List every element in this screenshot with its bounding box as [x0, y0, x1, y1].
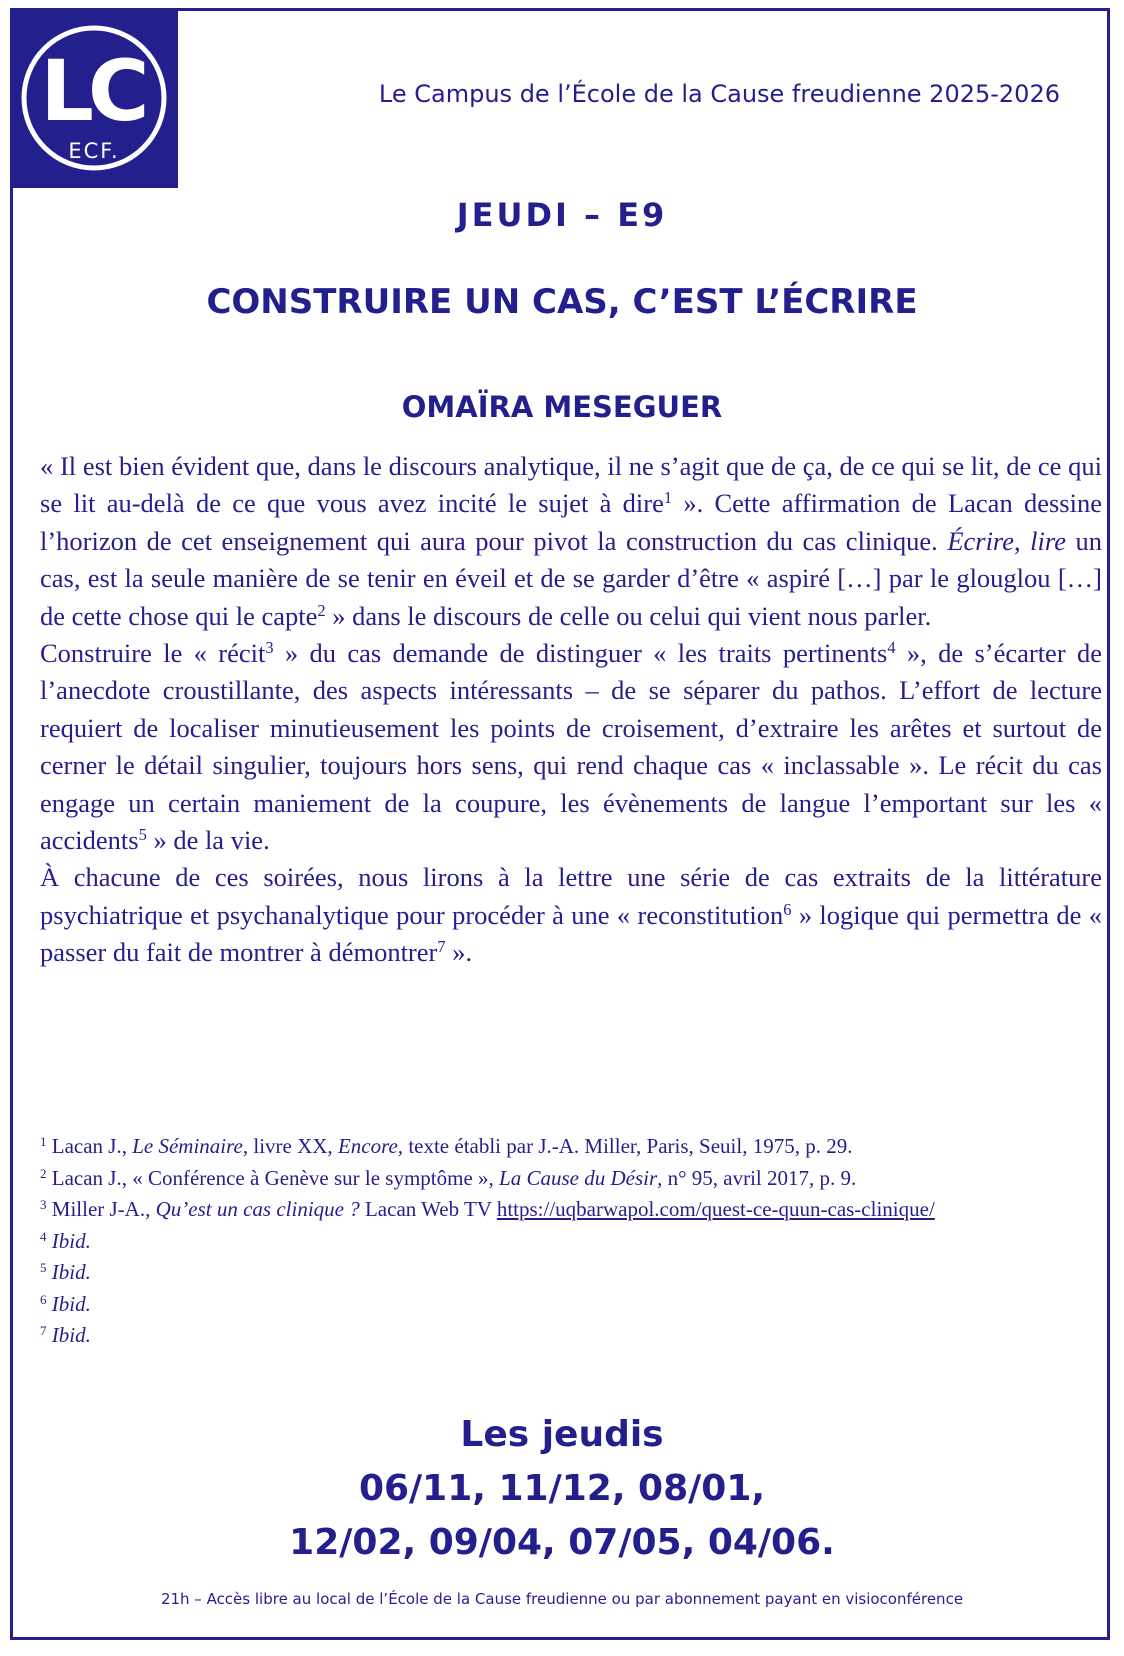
logo-letters: LC — [40, 42, 144, 140]
footnote-ref: 6 — [783, 899, 792, 919]
schedule-dates-2: 12/02, 09/04, 07/05, 04/06. — [289, 1522, 835, 1563]
logo-icon — [10, 8, 178, 188]
ecf-logo — [10, 8, 178, 188]
footnote-6: $^6$ Ibid. — [40, 1291, 91, 1316]
lacan-web-tv-link[interactable]: https://uqbarwapol.com/quest-ce-quun-cas-clinique/ — [496, 1197, 935, 1221]
footnote-3: $^3$ Miller J-A., Qu’est un cas clinique ? Lacan Web TV https://uqbarwapol.com/quest-ce-quun-cas-clinique/ — [40, 1196, 935, 1221]
footnote-ref: 2 — [317, 600, 326, 620]
course-description — [40, 448, 1102, 972]
paragraph-3: À chacune de ces soirées, nous lirons à la lettre une série de cas extraits de la littérature psychiatrique et psychanalytique pour procéder à une « reconstitution$^6$ » logique qui permettra de « passer du fait de montrer à démontrer$^7$ ». — [40, 862, 1103, 968]
course-day: JEUDI – E9 — [456, 196, 668, 234]
paragraph-2: Construire le « récit$^3$ » du cas demande de distinguer « les traits pertinents$^4$ », de s’écarter de l’anecdote croustillante, des aspects intéressants – de se séparer du pathos. L’effort de lecture requiert de localiser minutieusement les points de croisement, d’extraire les arêtes et surtout de cerner le détail singulier, toujours hors sens, qui rend chaque cas « inclassable ». Le récit du cas engage un certain maniement de la coupure, les évènements de langue l’emportant sur les « accidents$^5$ » de la vie. — [40, 638, 1102, 856]
schedule-heading: Les jeudis — [460, 1414, 664, 1455]
course-author: OMAÏRA MESEGUER — [401, 390, 723, 424]
footnote-ref: 7 — [437, 937, 446, 957]
campus-title: Le Campus de l’École de la Cause freudienne 2025-2026 — [378, 80, 1060, 108]
footnote-1: $^1$ Lacan J., Le Séminaire, livre XX, Encore, texte établi par J.-A. Miller, Paris, Seuil, 1975, p. 29. — [40, 1133, 853, 1158]
footnote-5: $^5$ Ibid. — [40, 1259, 91, 1284]
footnote-2: $^2$ Lacan J., « Conférence à Genève sur le symptôme », La Cause du Désir, n° 95, avril 2017, p. 9. — [40, 1165, 857, 1190]
footnote-ref: 3 — [265, 638, 274, 657]
footnote-ref: 1 — [663, 488, 673, 508]
schedule — [40, 1408, 1084, 1570]
logo-subtitle: ECF. — [68, 139, 120, 163]
footnote-ref: 4 — [887, 638, 896, 657]
footnotes — [40, 1131, 1102, 1352]
footnote-4: $^4$ Ibid. — [40, 1228, 91, 1253]
course-title: CONSTRUIRE UN CAS, C’EST L’ÉCRIRE — [206, 282, 918, 322]
footnote-ref: 5 — [138, 825, 147, 845]
paragraph-1: « Il est bien évident que, dans le discours analytique, il ne s’agit que de ça, de ce qui se lit, de ce qui se lit au-delà de ce que vous avez incité le sujet à dire$^1$ ». Cette affirmation de Lacan dessine l’horizon de cet enseignement qui aura pour pivot la construction du cas clinique. Écrire, lire un cas, est la seule manière de se tenir en éveil et de se garder d’être « aspiré […] par le glouglou […] de cette chose qui le capte$^2$ » dans le discours de celle ou celui qui vient nous parler. — [40, 451, 1103, 631]
access-info: 21h – Accès libre au local de l’École de la Cause freudienne ou par abonnement payant en visioconférence — [160, 1590, 964, 1608]
footnote-7: $^7$ Ibid. — [40, 1322, 91, 1347]
schedule-dates-1: 06/11, 11/12, 08/01, — [358, 1468, 766, 1509]
